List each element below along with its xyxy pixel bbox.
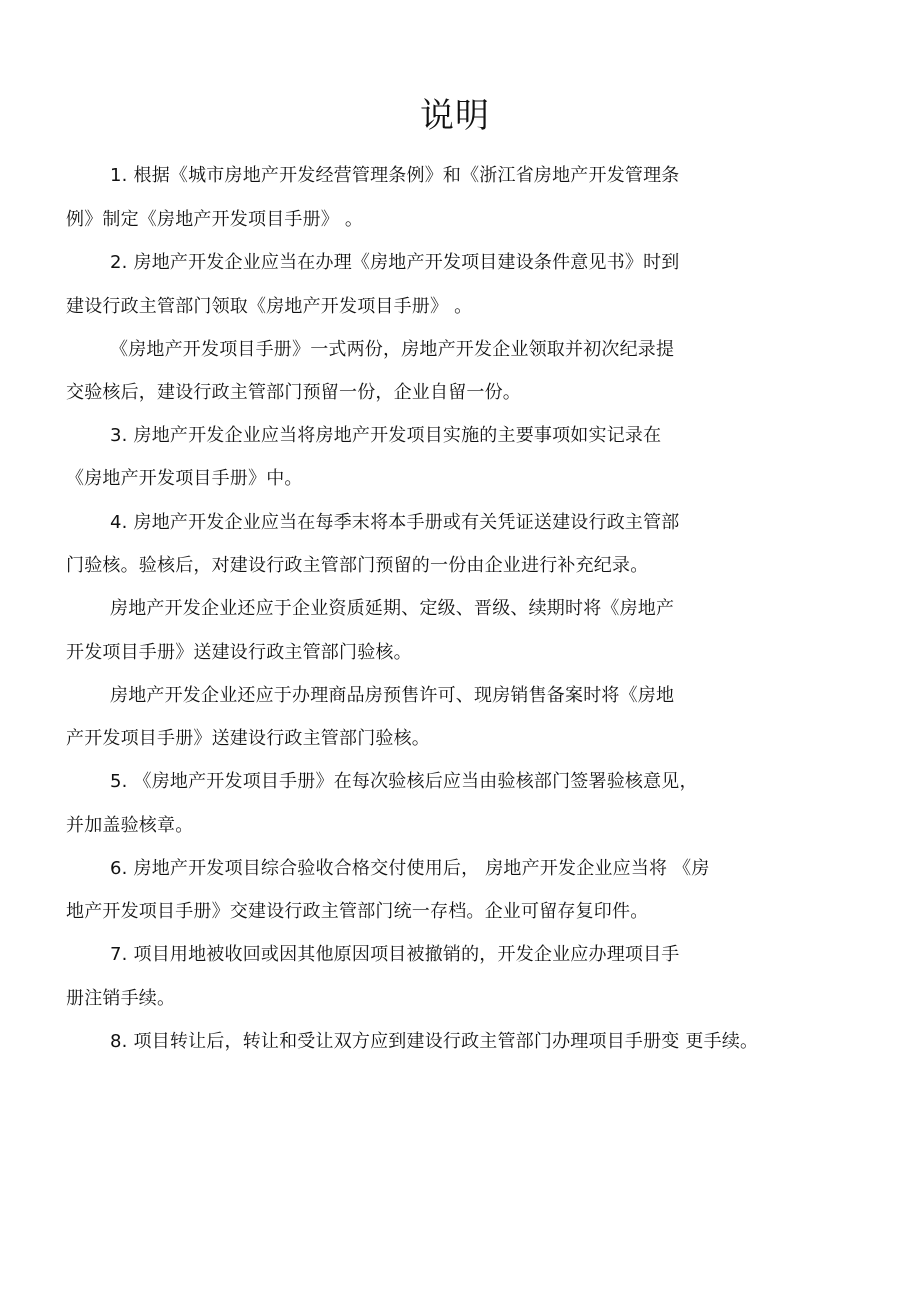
para-1-line-1: 1. 根据《城市房地产开发经营管理条例》和《浙江省房地产开发管理条 [110, 165, 680, 186]
para-2b-line-1: 《房地产开发项目手册》一式两份，房地产开发企业领取并初次纪录提 [110, 339, 675, 360]
para-1-line-2: 例》制定《房地产开发项目手册》 。 [66, 209, 364, 230]
para-3-line-1: 3. 房地产开发企业应当将房地产开发项目实施的主要事项如实记录在 [110, 425, 662, 446]
para-4-line-1: 4. 房地产开发企业应当在每季末将本手册或有关凭证送建设行政主管部 [110, 512, 680, 533]
para-6-line-1: 6. 房地产开发项目综合验收合格交付使用后， 房地产开发企业应当将 《房 [110, 858, 710, 879]
para-3-line-2: 《房地产开发项目手册》中。 [66, 468, 303, 489]
para-7-line-2: 册注销手续。 [66, 988, 176, 1009]
para-2-line-1: 2. 房地产开发企业应当在办理《房地产开发项目建设条件意见书》时到 [110, 252, 680, 273]
para-4-line-2: 门验核。验核后，对建设行政主管部门预留的一份由企业进行补充纪录。 [66, 555, 649, 576]
para-7-line-1: 7. 项目用地被收回或因其他原因项目被撤销的，开发企业应办理项目手 [110, 944, 680, 965]
para-8-line-1: 8. 项目转让后，转让和受让双方应到建设行政主管部门办理项目手册变 更手续。 [110, 1031, 759, 1052]
para-2b-line-2: 交验核后，建设行政主管部门预留一份，企业自留一份。 [66, 382, 521, 403]
para-4c-line-1: 房地产开发企业还应于办理商品房预售许可、现房销售备案时将《房地 [110, 685, 675, 706]
para-6-line-2: 地产开发项目手册》交建设行政主管部门统一存档。企业可留存复印件。 [66, 901, 649, 922]
para-4b-line-2: 开发项目手册》送建设行政主管部门验核。 [66, 642, 412, 663]
para-5-line-2: 并加盖验核章。 [66, 815, 194, 836]
para-2-line-2: 建设行政主管部门领取《房地产开发项目手册》 。 [66, 296, 473, 317]
page-title: 说明 [420, 96, 490, 136]
para-5-line-1: 5. 《房地产开发项目手册》在每次验核后应当由验核部门签署验核意见， [110, 771, 698, 792]
para-4c-line-2: 产开发项目手册》送建设行政主管部门验核。 [66, 728, 430, 749]
para-4b-line-1: 房地产开发企业还应于企业资质延期、定级、晋级、续期时将《房地产 [110, 598, 675, 619]
